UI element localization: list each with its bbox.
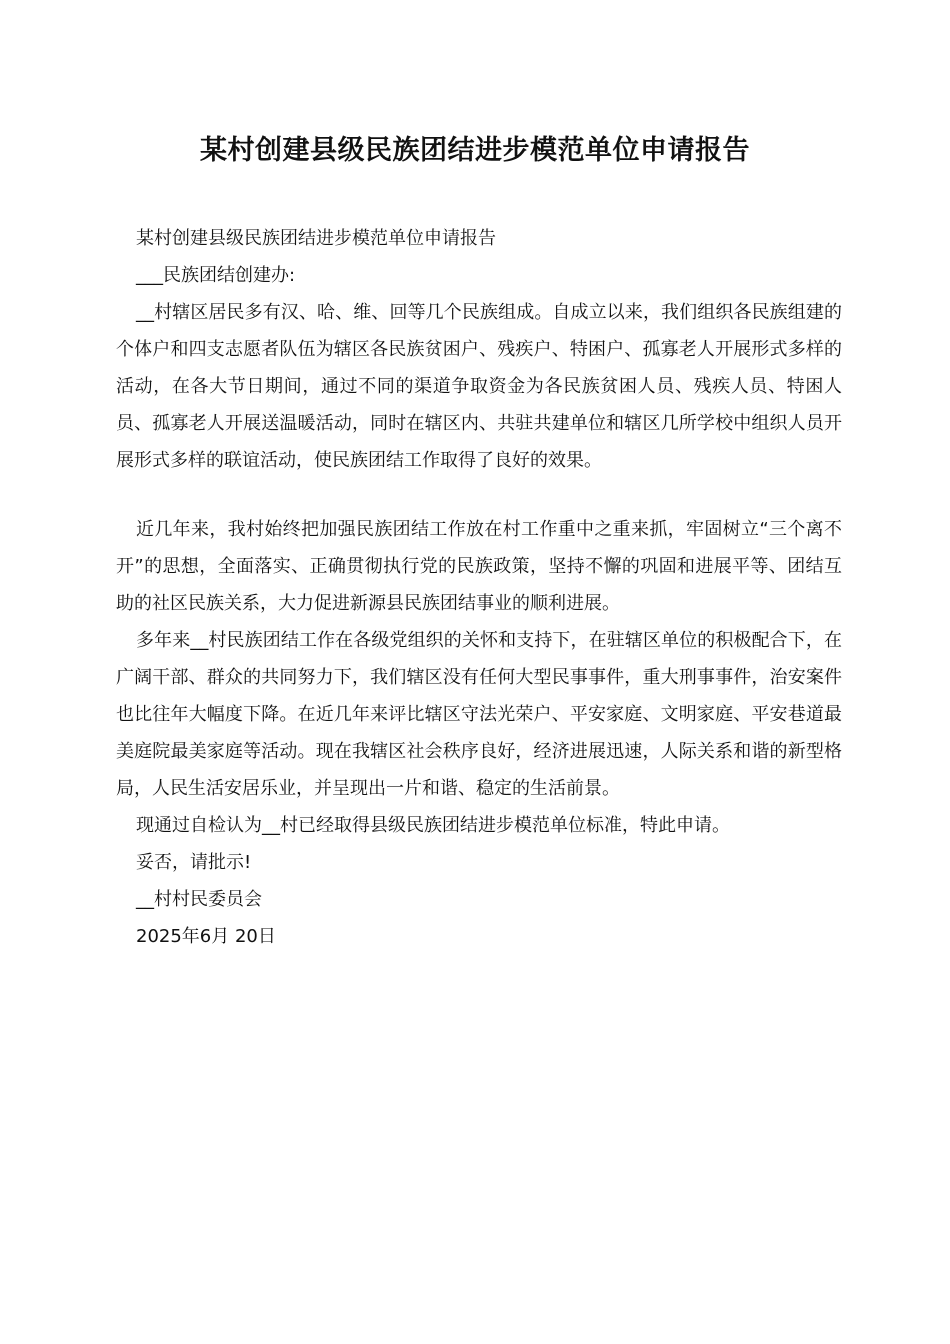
body-paragraph-achievements: 多年来__村民族团结工作在各级党组织的关怀和支持下，在驻辖区单位的积极配合下，在广阔干部、群众的共同努力下，我们辖区没有任何大型民事事件，重大刑事事件，治安案件也比往年大幅度下降。在近几年来评比辖区守法光荣户、平安家庭、文明家庭、平安巷道最美庭院最美家庭等活动。现在我辖区社会秩序良好，经济进展迅速，人际关系和谐的新型格局，人民生活安居乐业，并呈现出一片和谐、稳定的生活前景。	[116, 630, 842, 799]
application-statement: 现通过自检认为__村已经取得县级民族团结进步模范单位标准，特此申请。	[136, 815, 730, 836]
signature-line: __村村民委员会	[136, 889, 262, 910]
body-paragraph-recent-years: 近几年来，我村始终把加强民族团结工作放在村工作重中之重来抓，牢固树立“三个离不开”的思想，全面落实、正确贯彻执行党的民族政策，坚持不懈的巩固和进展平等、团结互助的社区民族关系，大力促进新源县民族团结事业的顺利进展。	[116, 519, 842, 614]
date-line: 2025年6月 20日	[136, 926, 276, 947]
subtitle-line: 某村创建县级民族团结进步模范单位申请报告	[136, 228, 496, 249]
document-body	[116, 220, 842, 955]
document-title: 某村创建县级民族团结进步模范单位申请报告	[200, 135, 750, 166]
addressee-line: ___民族团结创建办:	[136, 265, 296, 286]
request-approval-line: 妥否，请批示!	[136, 852, 252, 873]
body-paragraph-intro: __村辖区居民多有汉、哈、维、回等几个民族组成。自成立以来，我们组织各民族组建的个体户和四支志愿者队伍为辖区各民族贫困户、残疾户、特困户、孤寡老人开展形式多样的活动，在各大节日期间，通过不同的渠道争取资金为各民族贫困人员、残疾人员、特困人员、孤寡老人开展送温暖活动，同时在辖区内、共驻共建单位和辖区几所学校中组织人员开展形式多样的联谊活动，使民族团结工作取得了良好的效果。	[116, 302, 842, 471]
